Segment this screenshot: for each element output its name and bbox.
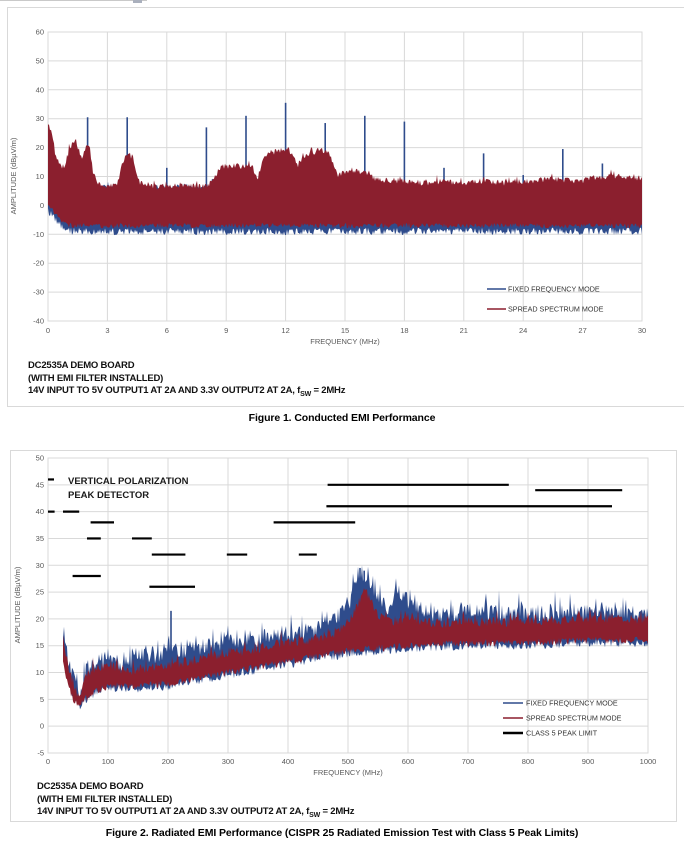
y-tick-label: 35 [35,533,44,543]
figure2-caption: Figure 2. Radiated EMI Performance (CISPR 25 Radiated Emission Test with Class 5 Peak Limits) [105,827,579,839]
y-tick-label: 0 [39,200,44,210]
x-tick-label: 1000 [639,757,657,766]
legend-label: SPREAD SPECTRUM MODE [526,713,622,723]
y-axis-title: AMPLITUDE (dBµV/m) [13,566,22,644]
plot-annotation: VERTICAL POLARIZATION [68,476,189,487]
x-tick-label: 700 [461,757,475,766]
y-tick-label: 30 [35,560,44,570]
x-tick-label: 800 [521,757,535,766]
x-tick-label: 200 [161,757,175,766]
fsw-subscript: SW [309,811,321,819]
y-axis-title: AMPLITUDE (dBµV/m) [9,137,18,215]
y-tick-label: 10 [35,668,44,678]
plot-annotation: PEAK DETECTOR [68,490,150,501]
x-axis-title: FREQUENCY (MHz) [313,768,383,777]
note-line: DC2535A DEMO BOARD [37,781,144,792]
y-tick-label: 15 [35,641,44,651]
y-tick-label: -10 [33,229,44,239]
x-tick-label: 21 [459,326,468,335]
y-tick-label: 40 [35,85,44,95]
x-tick-label: 30 [637,326,647,335]
x-tick-label: 900 [581,757,595,766]
x-tick-label: 9 [224,326,229,335]
x-tick-label: 6 [164,326,169,335]
y-tick-label: 0 [39,721,44,731]
y-tick-label: 50 [35,453,44,463]
legend-label: FIXED FREQUENCY MODE [508,284,600,294]
y-tick-label: 25 [35,587,44,597]
figure2-notes [37,781,354,822]
fsw-subscript: SW [300,390,312,398]
y-tick-label: 60 [35,27,44,37]
x-tick-label: 3 [105,326,110,335]
note-line: 14V INPUT TO 5V OUTPUT1 AT 2A AND 3.3V OUTPUT2 AT 2A, $f_{SW} = 2MHz$ [28,385,346,398]
x-tick-label: 100 [101,757,115,766]
legend-label: FIXED FREQUENCY MODE [526,698,618,708]
y-tick-label: 20 [35,614,44,624]
x-tick-label: 600 [401,757,415,766]
x-tick-label: 300 [221,757,235,766]
y-tick-label: -20 [33,258,44,268]
y-tick-label: -30 [33,287,44,297]
note-line: 14V INPUT TO 5V OUTPUT1 AT 2A AND 3.3V OUTPUT2 AT 2A, $f_{SW} = 2MHz$ [37,806,355,819]
x-tick-label: 500 [341,757,355,766]
x-tick-label: 0 [45,326,51,335]
note-line: (WITH EMI FILTER INSTALLED) [37,793,173,805]
x-tick-label: 27 [578,326,587,335]
x-tick-label: 0 [45,757,51,766]
y-tick-label: 10 [35,172,44,181]
y-tick-label: -40 [33,316,44,326]
y-tick-label: 50 [35,56,44,66]
x-tick-label: 12 [281,326,290,335]
legend-label: SPREAD SPECTRUM MODE [508,304,604,314]
figure1-notes [28,360,345,401]
y-tick-label: 20 [35,143,44,153]
x-tick-label: 15 [340,326,350,335]
legend-label: CLASS 5 PEAK LIMIT [526,728,598,738]
figure1-caption: Figure 1. Conducted EMI Performance [248,412,436,424]
note-line: DC2535A DEMO BOARD [28,360,135,371]
y-tick-label: 45 [35,480,44,490]
x-tick-label: 24 [519,326,528,335]
y-tick-label: -5 [37,748,44,758]
x-tick-label: 18 [400,326,409,335]
note-line: (WITH EMI FILTER INSTALLED) [28,372,164,384]
x-axis-title: FREQUENCY (MHz) [310,337,380,346]
y-tick-label: 30 [35,114,44,124]
y-tick-label: 5 [39,694,44,704]
y-tick-label: 40 [35,507,44,517]
x-tick-label: 400 [281,757,295,766]
